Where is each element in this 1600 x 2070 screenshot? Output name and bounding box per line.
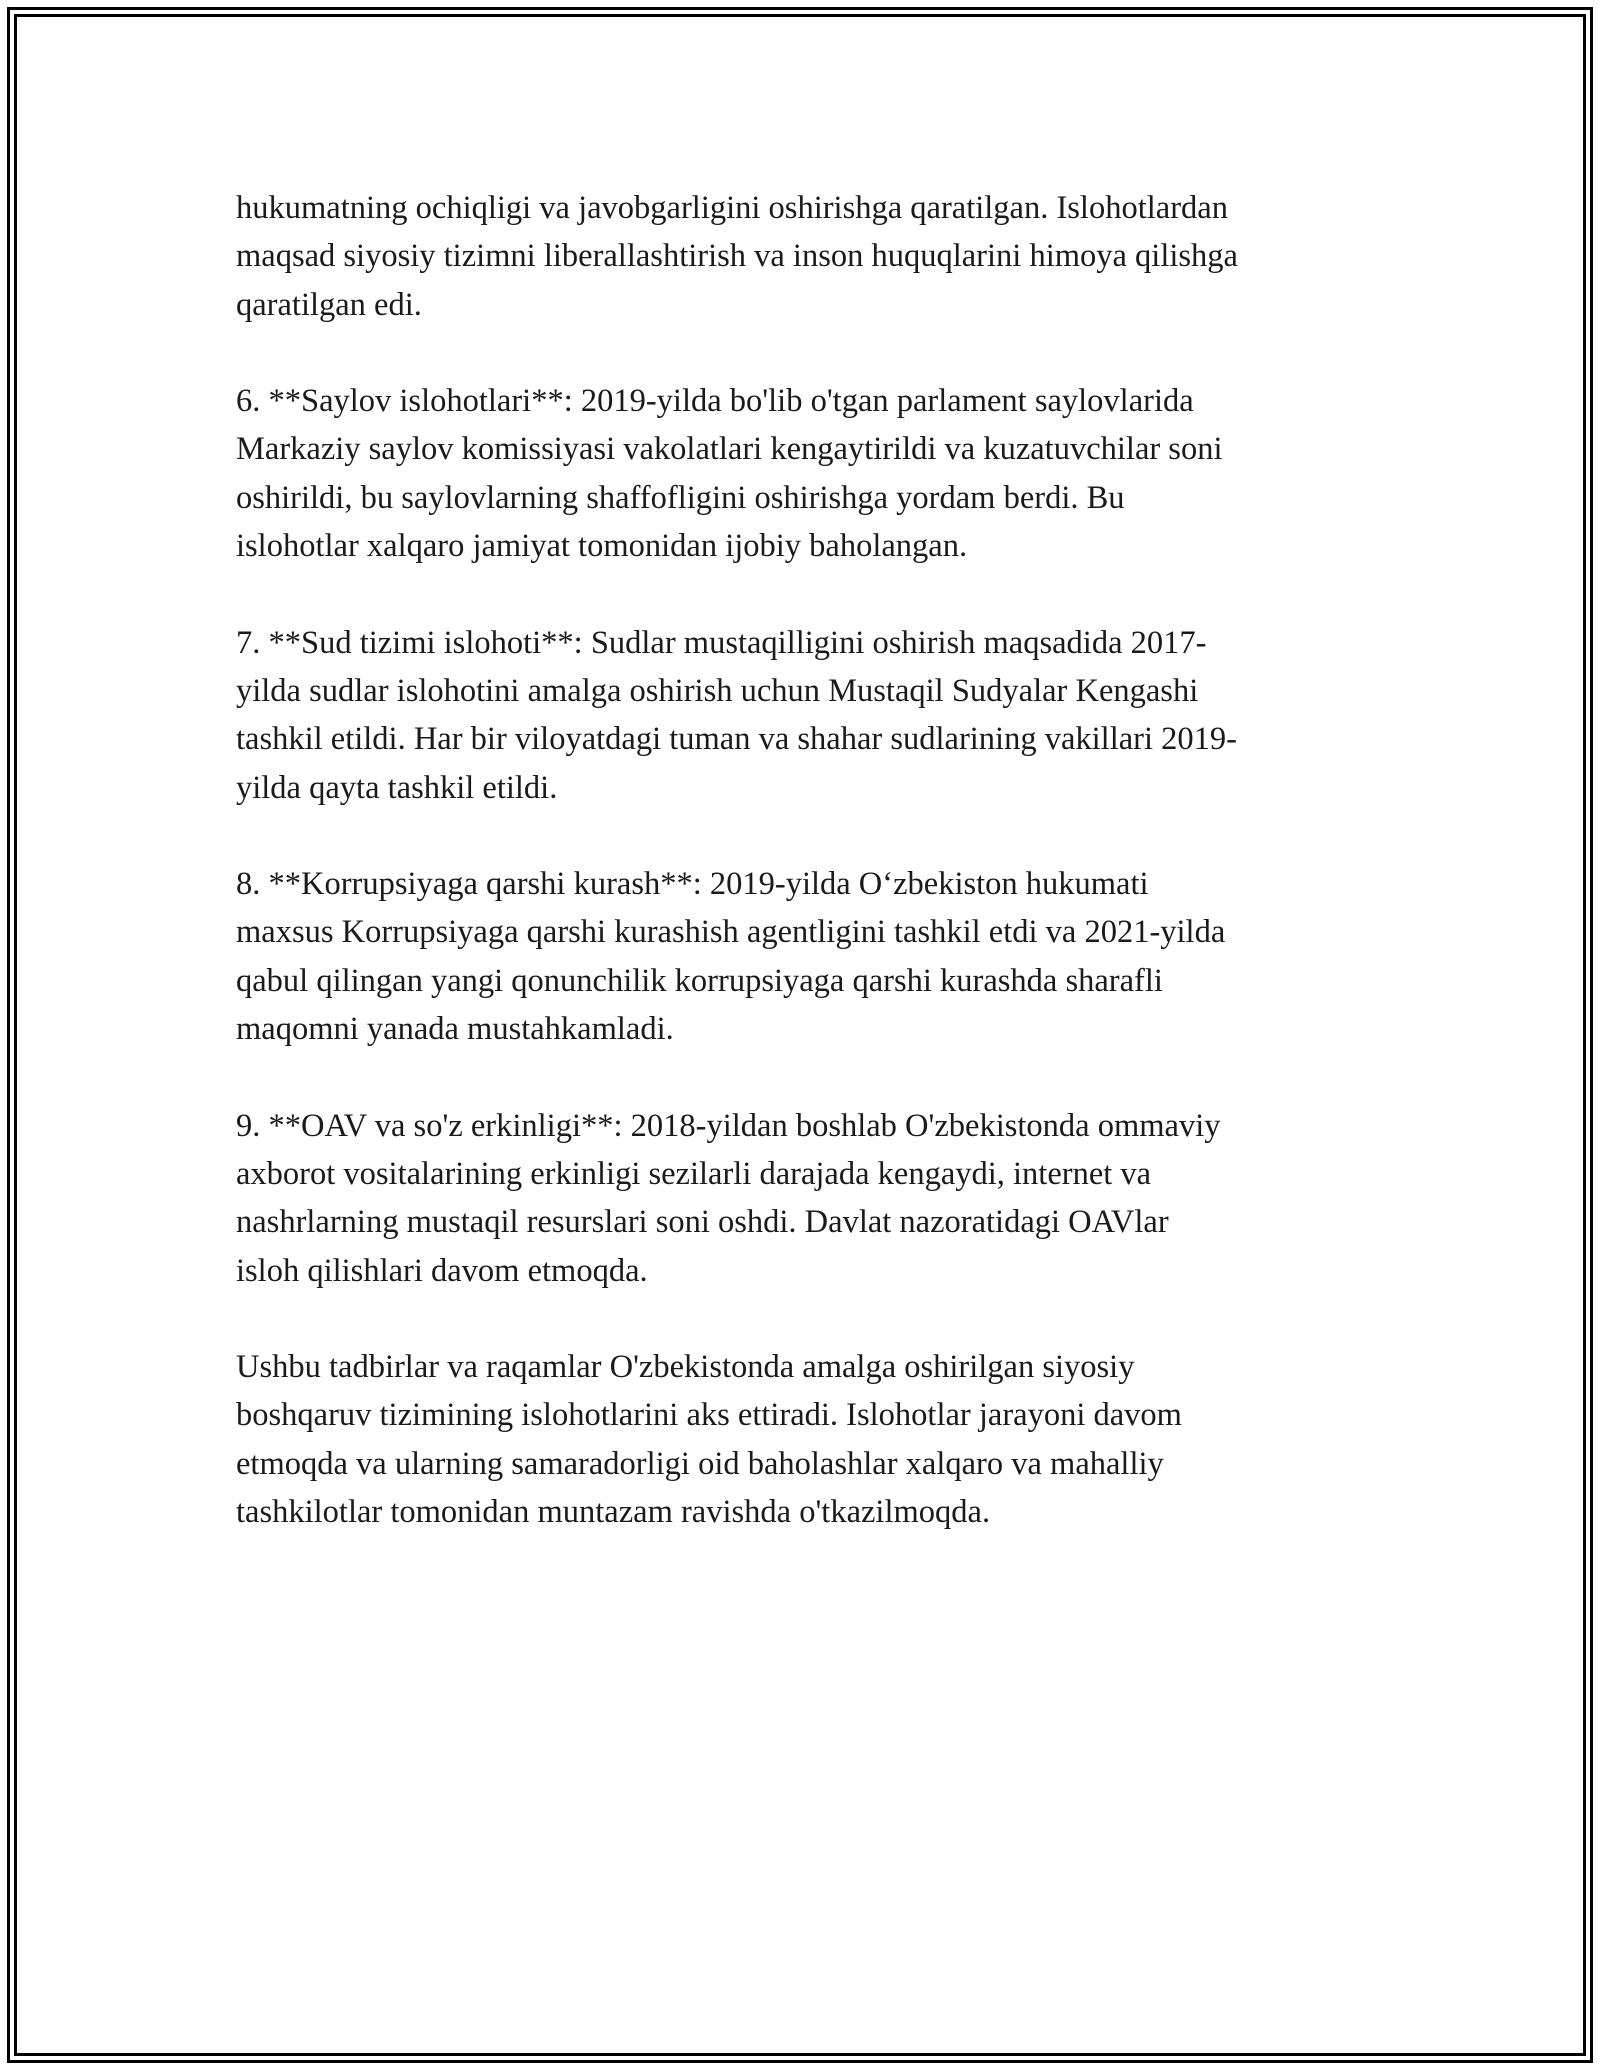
paragraph-oav-soz-erkinligi: 9. **OAV va so'z erkinligi**: 2018-yildan boshlab O'zbekistonda ommaviy axborot vositalarining erkinligi sezilarli darajada kengaydi, internet va nashrlarning mustaqil resurslari soni oshdi. Davlat nazoratidagi OAVlar isloh qilishlari davom etmoqda. bbox=[236, 1107, 1221, 1289]
paragraph-saylov-islohotlari: 6. **Saylov islohotlari**: 2019-yilda bo'lib o'tgan parlament saylovlarida Markaziy saylov komissiyasi vakolatlari kengaytirildi va kuzatuvchilar soni oshirildi, bu saylovlarning shaffofligini oshirishga yordam berdi. Bu islohotlar xalqaro jamiyat tomonidan ijobiy baholangan. bbox=[236, 383, 1223, 565]
paragraph-korrupsiyaga-qarshi-kurash: 8. **Korrupsiyaga qarshi kurash**: 2019-yilda O‘zbekiston hukumati maxsus Korrupsiyaga qarshi kurashish agentligini tashkil etdi va 2021-yilda qabul qilingan yangi qonunchilik korrupsiyaga qarshi kurashda sharafli maqomni yanada mustahkamladi. bbox=[236, 866, 1226, 1048]
document-body bbox=[236, 184, 1386, 1585]
paragraph-intro-continuation: hukumatning ochiqligi va javobgarligini oshirishga qaratilgan. Islohotlardan maqsad siyosiy tizimni liberallashtirish va inson huquqlarini himoya qilishga qaratilgan edi. bbox=[236, 190, 1238, 323]
paragraph-sud-tizimi-islohoti: 7. **Sud tizimi islohoti**: Sudlar mustaqilligini oshirish maqsadida 2017- yilda sudlar islohotini amalga oshirish uchun Mustaqil Sudyalar Kengashi tashkil etildi. Har bir viloyatdagi tuman va shahar sudlarining vakillari 2019- yilda qayta tashkil etildi. bbox=[236, 624, 1237, 806]
paragraph-conclusion: Ushbu tadbirlar va raqamlar O'zbekistonda amalga oshirilgan siyosiy boshqaruv tizimining islohotlarini aks ettiradi. Islohotlar jarayoni davom etmoqda va ularning samaradorligi oid baholashlar xalqaro va mahalliy tashkilotlar tomonidan muntazam ravishda o'tkazilmoqda. bbox=[236, 1349, 1182, 1531]
